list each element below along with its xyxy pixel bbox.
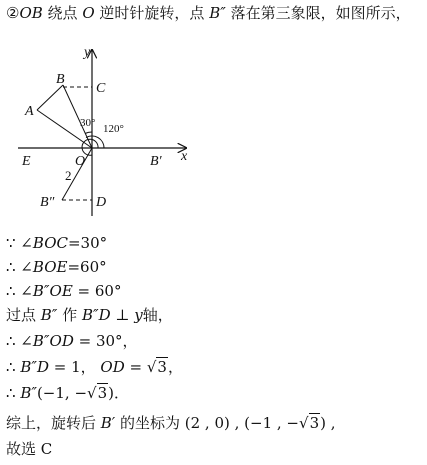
sqrt-sign: √ — [87, 384, 97, 402]
step-8 — [6, 414, 336, 432]
step-6-text-a: = 1， — [48, 358, 101, 376]
step-7-text-b: )． — [108, 384, 129, 402]
step-7-text-a: (−1, − — [36, 384, 88, 402]
step-8-radicand: 3 — [309, 414, 320, 432]
step-5-value: = 30°， — [73, 332, 138, 350]
header-text-1: 绕点 — [42, 4, 83, 22]
label-o: O — [75, 154, 86, 169]
step-8-text-c: ) , — [320, 414, 336, 432]
point-o: O — [82, 4, 95, 22]
point-b-double-prime: B″ — [209, 4, 226, 22]
label-d: D — [96, 195, 107, 210]
step-4-text-a: 过点 — [6, 306, 41, 324]
step-4-perp: ⊥ — [110, 306, 135, 324]
step-6-symbol: ∴ — [6, 358, 21, 376]
step-6-seg-2: OD — [100, 358, 125, 376]
label-120-deg: 120° — [103, 123, 124, 135]
step-5-angle: B″OD — [32, 332, 74, 350]
step-8-point: B′ — [100, 414, 116, 432]
step-3 — [6, 282, 121, 300]
step-3-angle: B″OE — [32, 282, 73, 300]
label-b-double-prime: B″ — [40, 195, 55, 210]
step-4 — [6, 306, 173, 324]
step-1 — [6, 234, 107, 252]
step-7-symbol: ∴ — [6, 384, 21, 402]
label-e: E — [22, 154, 31, 169]
step-7-radicand: 3 — [97, 384, 108, 402]
step-4-point: B″ — [40, 306, 58, 324]
step-4-axis: y — [134, 306, 143, 324]
step-6-text-c: ， — [167, 358, 183, 376]
label-30-deg: 30° — [80, 117, 96, 129]
header-text-2: 逆时针旋转，点 — [94, 4, 210, 22]
answer-text: 故选 C — [6, 440, 53, 458]
sqrt-sign: √ — [299, 414, 309, 432]
segment-ob: OB — [19, 4, 43, 22]
label-b: B — [56, 72, 65, 87]
step-8-text-b: 的坐标为 (2 , 0) , (−1 , − — [115, 414, 299, 432]
step-2-symbol: ∴ ∠ — [6, 258, 33, 276]
step-9 — [6, 440, 52, 458]
step-2-angle: BOE — [32, 258, 68, 276]
problem-header — [6, 4, 411, 22]
header-text-3: 落在第三象限，如图所示， — [225, 4, 411, 22]
step-2 — [6, 258, 107, 276]
y-axis-label: y — [84, 45, 91, 60]
segment-ab — [37, 85, 63, 110]
step-6-text-b: = — [124, 358, 147, 376]
step-8-text-a: 综上，旋转后 — [6, 414, 101, 432]
label-2: 2 — [65, 168, 72, 183]
step-6-radicand: 3 — [157, 358, 167, 376]
x-axis-label: x — [181, 149, 188, 164]
label-a: A — [25, 104, 34, 119]
step-3-symbol: ∴ ∠ — [6, 282, 33, 300]
sqrt-sign: √ — [146, 358, 157, 376]
step-1-value: =30° — [67, 234, 108, 252]
arc-30 — [85, 132, 92, 134]
step-5-symbol: ∴ ∠ — [6, 332, 33, 350]
circle-number: ② — [6, 4, 20, 22]
step-4-text-b: 作 — [57, 306, 82, 324]
label-b-prime: B′ — [150, 154, 162, 169]
step-1-angle: BOC — [32, 234, 68, 252]
step-3-value: = 60° — [72, 282, 122, 300]
step-4-segment: B″D — [81, 306, 111, 324]
step-7 — [6, 384, 129, 402]
step-2-value: =60° — [67, 258, 107, 276]
geometry-figure — [0, 28, 427, 228]
label-c: C — [96, 81, 106, 96]
step-6 — [6, 358, 183, 376]
step-6-seg-1: B″D — [20, 358, 49, 376]
step-1-symbol: ∵ ∠ — [6, 234, 33, 252]
step-7-point: B″ — [20, 384, 37, 402]
step-5 — [6, 332, 138, 350]
step-4-text-d: 轴， — [142, 306, 173, 324]
